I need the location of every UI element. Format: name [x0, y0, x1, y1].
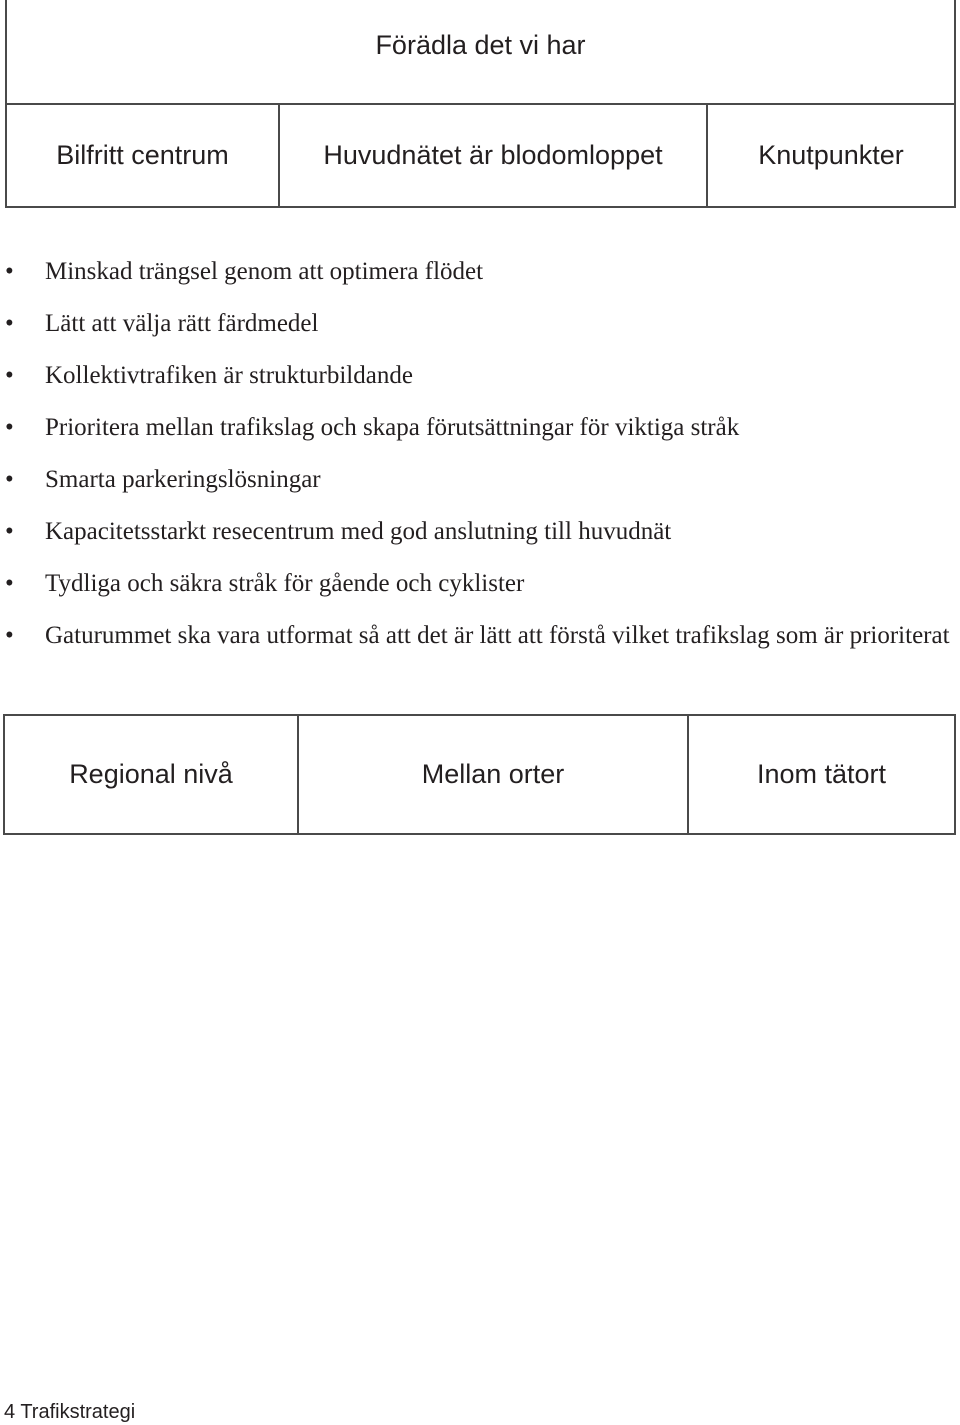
level-cell-inom-tatort: Inom tätort	[687, 714, 956, 835]
list-item-text: Kollektivtrafiken är strukturbildande	[45, 362, 413, 389]
theme-cell-bilfritt-centrum: Bilfritt centrum	[5, 103, 280, 208]
list-item-text: Kapacitetsstarkt resecentrum med god anslutning till huvudnät	[45, 518, 672, 545]
list-item-text: Tydliga och säkra stråk för gående och cyklister	[45, 570, 525, 597]
themes-row	[5, 103, 956, 208]
list-item	[0, 411, 960, 445]
list-item-text: Gaturummet ska vara utformat så att det är lätt att förstå vilket trafikslag som är prioriterat	[45, 622, 950, 649]
theme-cell-knutpunkter: Knutpunkter	[706, 103, 956, 208]
bullet-icon: •	[5, 518, 14, 545]
list-item-text: Lätt att välja rätt färdmedel	[45, 310, 319, 337]
bullet-icon: •	[5, 414, 14, 441]
levels-row	[3, 714, 956, 835]
header-box	[5, 0, 956, 105]
list-item	[0, 567, 960, 601]
bullet-icon: •	[5, 622, 14, 649]
list-item	[0, 619, 960, 653]
page-footer: 4 Trafikstrategi	[4, 1401, 136, 1423]
list-item	[0, 463, 960, 497]
bullet-icon: •	[5, 362, 14, 389]
level-cell-mellan-orter: Mellan orter	[297, 714, 689, 835]
bullet-icon: •	[5, 258, 14, 285]
bullet-icon: •	[5, 466, 14, 493]
list-item	[0, 515, 960, 549]
list-item	[0, 359, 960, 393]
list-item-text: Prioritera mellan trafikslag och skapa förutsättningar för viktiga stråk	[45, 414, 740, 441]
page-title: Förädla det vi har	[375, 30, 586, 60]
bullet-icon: •	[5, 570, 14, 597]
list-item-text: Minskad trängsel genom att optimera flödet	[45, 258, 484, 285]
bullet-list	[0, 255, 960, 671]
list-item	[0, 255, 960, 289]
level-cell-regional: Regional nivå	[3, 714, 299, 835]
theme-cell-huvudnatet: Huvudnätet är blodomloppet	[278, 103, 708, 208]
list-item	[0, 307, 960, 341]
list-item-text: Smarta parkeringslösningar	[45, 466, 321, 493]
bullet-icon: •	[5, 310, 14, 337]
